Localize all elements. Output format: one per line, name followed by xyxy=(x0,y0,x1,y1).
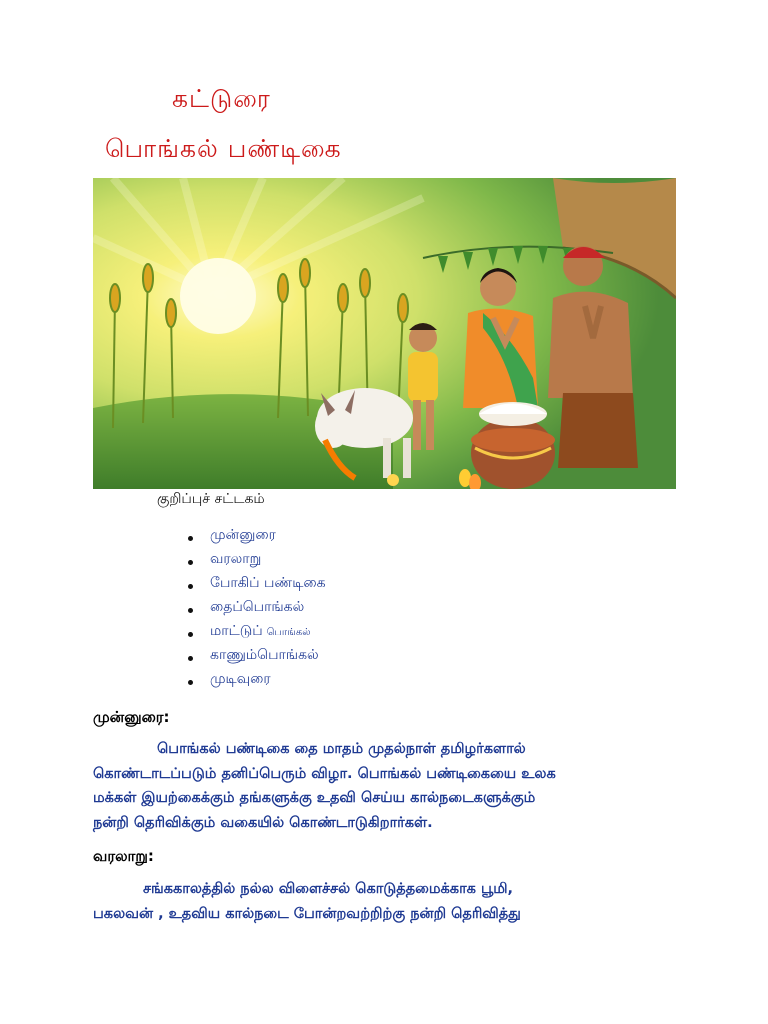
outline-item-label: போகிப் பண்டிகை xyxy=(210,575,326,591)
outline-item-conclusion xyxy=(188,668,326,692)
outline-item-label: மாட்டுப் xyxy=(210,623,263,639)
bullet-icon xyxy=(188,680,193,685)
outline-item-introduction xyxy=(188,524,326,548)
bullet-icon xyxy=(188,632,193,637)
pongal-scene-image xyxy=(93,178,676,489)
essay-label: கட்டுரை xyxy=(172,84,271,113)
paragraph-line: மக்கள் இயற்கைக்கும் தங்களுக்கு உதவி செய்ய கால்நடைகளுக்கும் xyxy=(93,790,536,806)
outline-item-mattu-pongal xyxy=(188,620,326,644)
outline-item-bhogi xyxy=(188,572,326,596)
paragraph-line: பகலவன் , உதவிய கால்நடை போன்றவற்றிற்கு நன்றி தெரிவித்து xyxy=(93,905,521,922)
outline-list xyxy=(188,524,326,692)
paragraph-line: பொங்கல் பண்டிகை தை மாதம் முதல்நாள் தமிழர்களால் xyxy=(157,741,526,757)
outline-item-label: முடிவுரை xyxy=(210,671,271,687)
outline-heading: குறிப்புச் சட்டகம் xyxy=(157,491,265,507)
bullet-icon xyxy=(188,656,193,661)
outline-item-thai-pongal xyxy=(188,596,326,620)
paragraph-line: நன்றி தெரிவிக்கும் வகையில் கொண்டாடுகிறார்கள். xyxy=(93,814,433,831)
outline-item-label: காணும்பொங்கல் xyxy=(210,647,319,663)
outline-item-label: தைப்பொங்கல் xyxy=(210,599,305,615)
paragraph-line: கொண்டாடப்படும் தனிப்பெரும் விழா. பொங்கல் பண்டிகையை உலக xyxy=(93,765,556,782)
outline-item-history xyxy=(188,548,326,572)
introduction-paragraph xyxy=(93,737,653,835)
outline-item-label: வரலாறு xyxy=(210,551,262,567)
outline-item-label: முன்னுரை xyxy=(210,527,276,543)
bullet-icon xyxy=(188,608,193,613)
outline-item-kaanum-pongal xyxy=(188,644,326,668)
bullet-icon xyxy=(188,536,193,541)
paragraph-line: சங்ககாலத்தில் நல்ல விளைச்சல் கொடுத்தமைக்காக பூமி, xyxy=(143,881,514,897)
essay-title: பொங்கல் பண்டிகை xyxy=(105,134,342,163)
outline-item-suffix: பொங்கல் xyxy=(266,627,311,638)
section-heading-history: வரலாறு: xyxy=(93,847,154,865)
bullet-icon xyxy=(188,560,193,565)
pongal-illustration xyxy=(93,178,676,489)
history-paragraph xyxy=(93,877,653,926)
section-heading-introduction: முன்னுரை: xyxy=(93,708,170,726)
bullet-icon xyxy=(188,584,193,589)
